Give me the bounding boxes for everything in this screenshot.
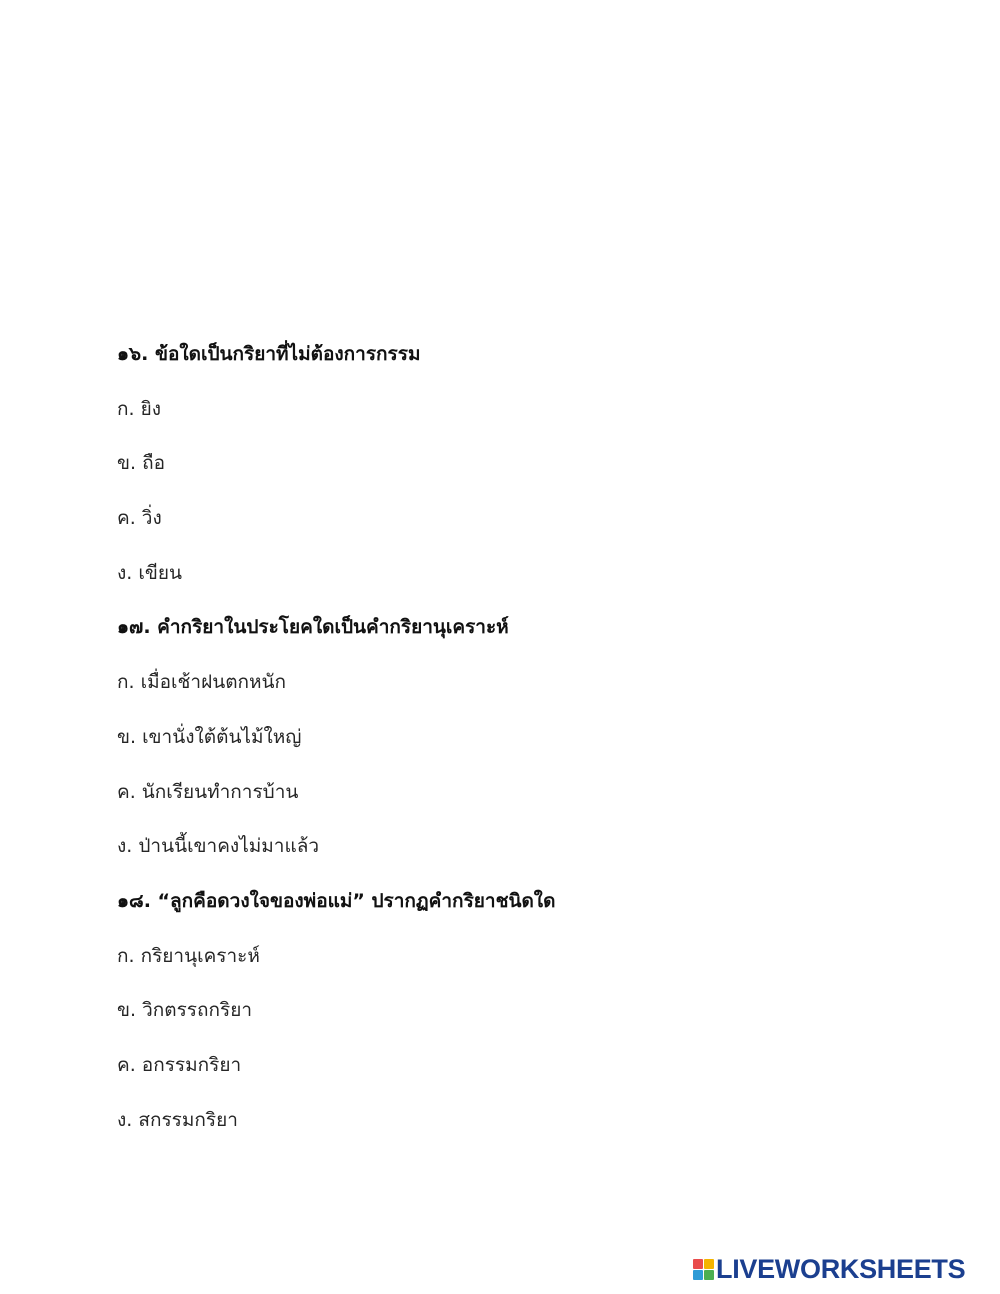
question-18-prompt: ๑๘. “ลูกคือดวงใจของพ่อแม่” ปรากฏคำกริยาชนิดใด: [117, 889, 556, 912]
question-16-choice-b: ข. ถือ: [117, 452, 165, 475]
question-18-choice-b: ข. วิกตรรถกริยา: [117, 999, 253, 1022]
question-16-choice-d: ง. เขียน: [117, 561, 182, 584]
logo-tile-yellow: [704, 1259, 714, 1269]
question-18-choice-d: ง. สกรรมกริยา: [117, 1108, 238, 1131]
question-16-choice-a: ก. ยิง: [117, 397, 161, 420]
question-18-choice-a: ก. กริยานุเคราะห์: [117, 944, 260, 967]
question-16-prompt: ๑๖. ข้อใดเป็นกริยาที่ไม่ต้องการกรรม: [117, 343, 421, 365]
logo-wordmark: LIVEWORKSHEETS: [716, 1253, 966, 1284]
logo-tile-blue: [693, 1270, 703, 1280]
question-17-choice-a: ก. เมื่อเช้าฝนตกหนัก: [117, 671, 287, 694]
question-17-choice-c: ค. นักเรียนทำการบ้าน: [117, 780, 299, 803]
question-18-choice-c: ค. อกรรมกริยา: [117, 1053, 242, 1076]
question-17-prompt: ๑๗. คำกริยาในประโยคใดเป็นคำกริยานุเคราะห์: [117, 616, 509, 639]
liveworksheets-logo: [693, 1254, 965, 1284]
worksheet-content: [117, 338, 897, 1158]
logo-tile-red: [693, 1259, 703, 1269]
logo-tile-green: [704, 1270, 714, 1280]
question-17-choice-d: ง. ป่านนี้เขาคงไม่มาแล้ว: [117, 835, 320, 858]
question-16-choice-c: ค. วิ่ง: [117, 507, 162, 530]
liveworksheets-logo-icon: [693, 1259, 714, 1280]
question-17-choice-b: ข. เขานั่งใต้ต้นไม้ใหญ่: [117, 725, 302, 748]
